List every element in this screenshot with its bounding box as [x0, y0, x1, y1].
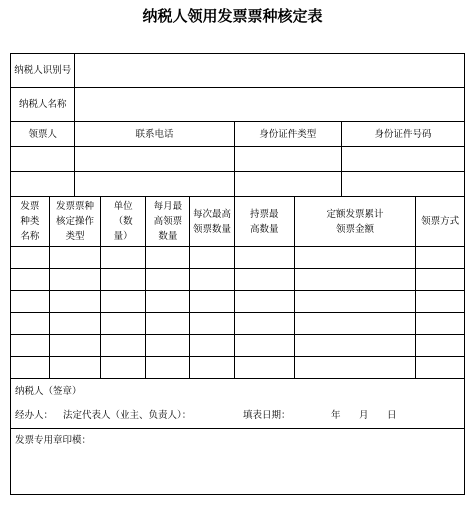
form-title: 纳税人领用发票票种核定表 — [142, 7, 323, 25]
fixed-amount-total-header: 定额发票累计 领票金额 — [294, 197, 415, 247]
ticket-receiver-cell[interactable] — [11, 172, 75, 197]
table-row — [11, 335, 465, 357]
date-day-label: 日 — [387, 410, 397, 421]
date-month-label: 月 — [359, 410, 369, 421]
taxpayer-id-value[interactable] — [75, 54, 465, 88]
id-document-number-header: 身份证件号码 — [341, 122, 464, 147]
taxpayer-sign-label: 纳税人（签章） — [15, 386, 82, 397]
max-holding-quantity-header: 持票最 高数量 — [234, 197, 294, 247]
fill-date-label: 填表日期： — [243, 410, 291, 421]
per-time-max-quantity-header: 每次最高 领票数量 — [190, 197, 234, 247]
ticket-receiver-cell[interactable] — [11, 147, 75, 172]
invoice-type-name-header: 发票 种类 名称 — [11, 197, 50, 247]
stamp-section[interactable] — [11, 429, 465, 495]
table-row — [11, 291, 465, 313]
invoice-operation-type-header: 发票票种 核定操作 类型 — [49, 197, 100, 247]
signature-section — [11, 379, 465, 429]
invoice-verification-table — [10, 53, 465, 495]
monthly-max-quantity-header: 每月最 高领票 数量 — [146, 197, 190, 247]
contact-phone-cell[interactable] — [75, 147, 234, 172]
taxpayer-id-label: 纳税人识别号 — [11, 54, 75, 88]
table-row — [11, 313, 465, 335]
id-document-number-cell[interactable] — [341, 172, 464, 197]
contact-phone-header: 联系电话 — [75, 122, 234, 147]
table-row — [11, 357, 465, 379]
id-document-type-cell[interactable] — [234, 147, 341, 172]
invoice-stamp-label: 发票专用章印模： — [15, 435, 92, 446]
id-document-type-cell[interactable] — [234, 172, 341, 197]
handler-label: 经办人： — [15, 410, 54, 421]
taxpayer-name-label: 纳税人名称 — [11, 88, 75, 122]
id-document-type-header: 身份证件类型 — [234, 122, 341, 147]
ticket-receiver-header: 领票人 — [11, 122, 75, 147]
contact-phone-cell[interactable] — [75, 172, 234, 197]
date-year-label: 年 — [331, 410, 341, 421]
id-document-number-cell[interactable] — [341, 147, 464, 172]
taxpayer-name-value[interactable] — [75, 88, 465, 122]
table-row — [11, 247, 465, 269]
unit-quantity-header: 单位 （数 量） — [101, 197, 146, 247]
legal-rep-label: 法定代表人（业主、负责人）： — [63, 410, 192, 421]
table-row — [11, 269, 465, 291]
receiving-method-header: 领票方式 — [416, 197, 465, 247]
